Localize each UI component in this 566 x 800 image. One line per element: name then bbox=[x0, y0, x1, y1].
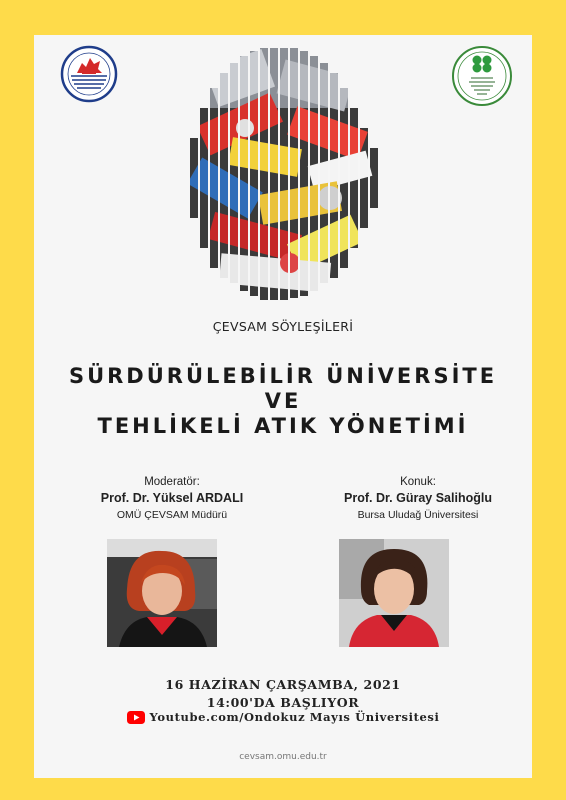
poster-card bbox=[34, 35, 532, 778]
guest-org: Bursa Uludağ Üniversitesi bbox=[357, 509, 479, 521]
guest-role: Konuk: bbox=[400, 476, 436, 488]
aerosol-cans-collage-image bbox=[190, 48, 380, 300]
moderator-photo bbox=[107, 539, 217, 647]
event-title-line-3: TEHLİKELİ ATIK YÖNETİMİ bbox=[97, 414, 469, 438]
guest-name: Prof. Dr. Güray Salihoğlu bbox=[344, 491, 492, 505]
event-time: 14:00'DA BAŞLIYOR bbox=[206, 695, 360, 710]
guest-block bbox=[318, 475, 518, 524]
stream-link-text: Youtube.com/Ondokuz Mayıs Üniversitesi bbox=[149, 710, 440, 724]
guest-photo bbox=[339, 539, 449, 647]
event-date: 16 HAZİRAN ÇARŞAMBA, 2021 bbox=[165, 677, 401, 692]
moderator-role: Moderatör: bbox=[144, 476, 200, 488]
event-title-line-1: SÜRDÜRÜLEBİLİR ÜNİVERSİTE bbox=[68, 364, 498, 388]
clover-seal-logo-icon bbox=[451, 45, 513, 107]
omu-environment-center-logo-icon bbox=[60, 45, 118, 103]
moderator-block bbox=[72, 475, 272, 524]
event-title-line-2: VE bbox=[264, 389, 302, 413]
event-series-label: ÇEVSAM SÖYLEŞİLERİ bbox=[212, 319, 354, 334]
website-link[interactable]: cevsam.omu.edu.tr bbox=[239, 752, 327, 762]
youtube-icon bbox=[127, 711, 145, 724]
moderator-name: Prof. Dr. Yüksel ARDALI bbox=[100, 491, 244, 505]
stream-link[interactable] bbox=[34, 710, 532, 724]
moderator-org: OMÜ ÇEVSAM Müdürü bbox=[116, 509, 228, 521]
